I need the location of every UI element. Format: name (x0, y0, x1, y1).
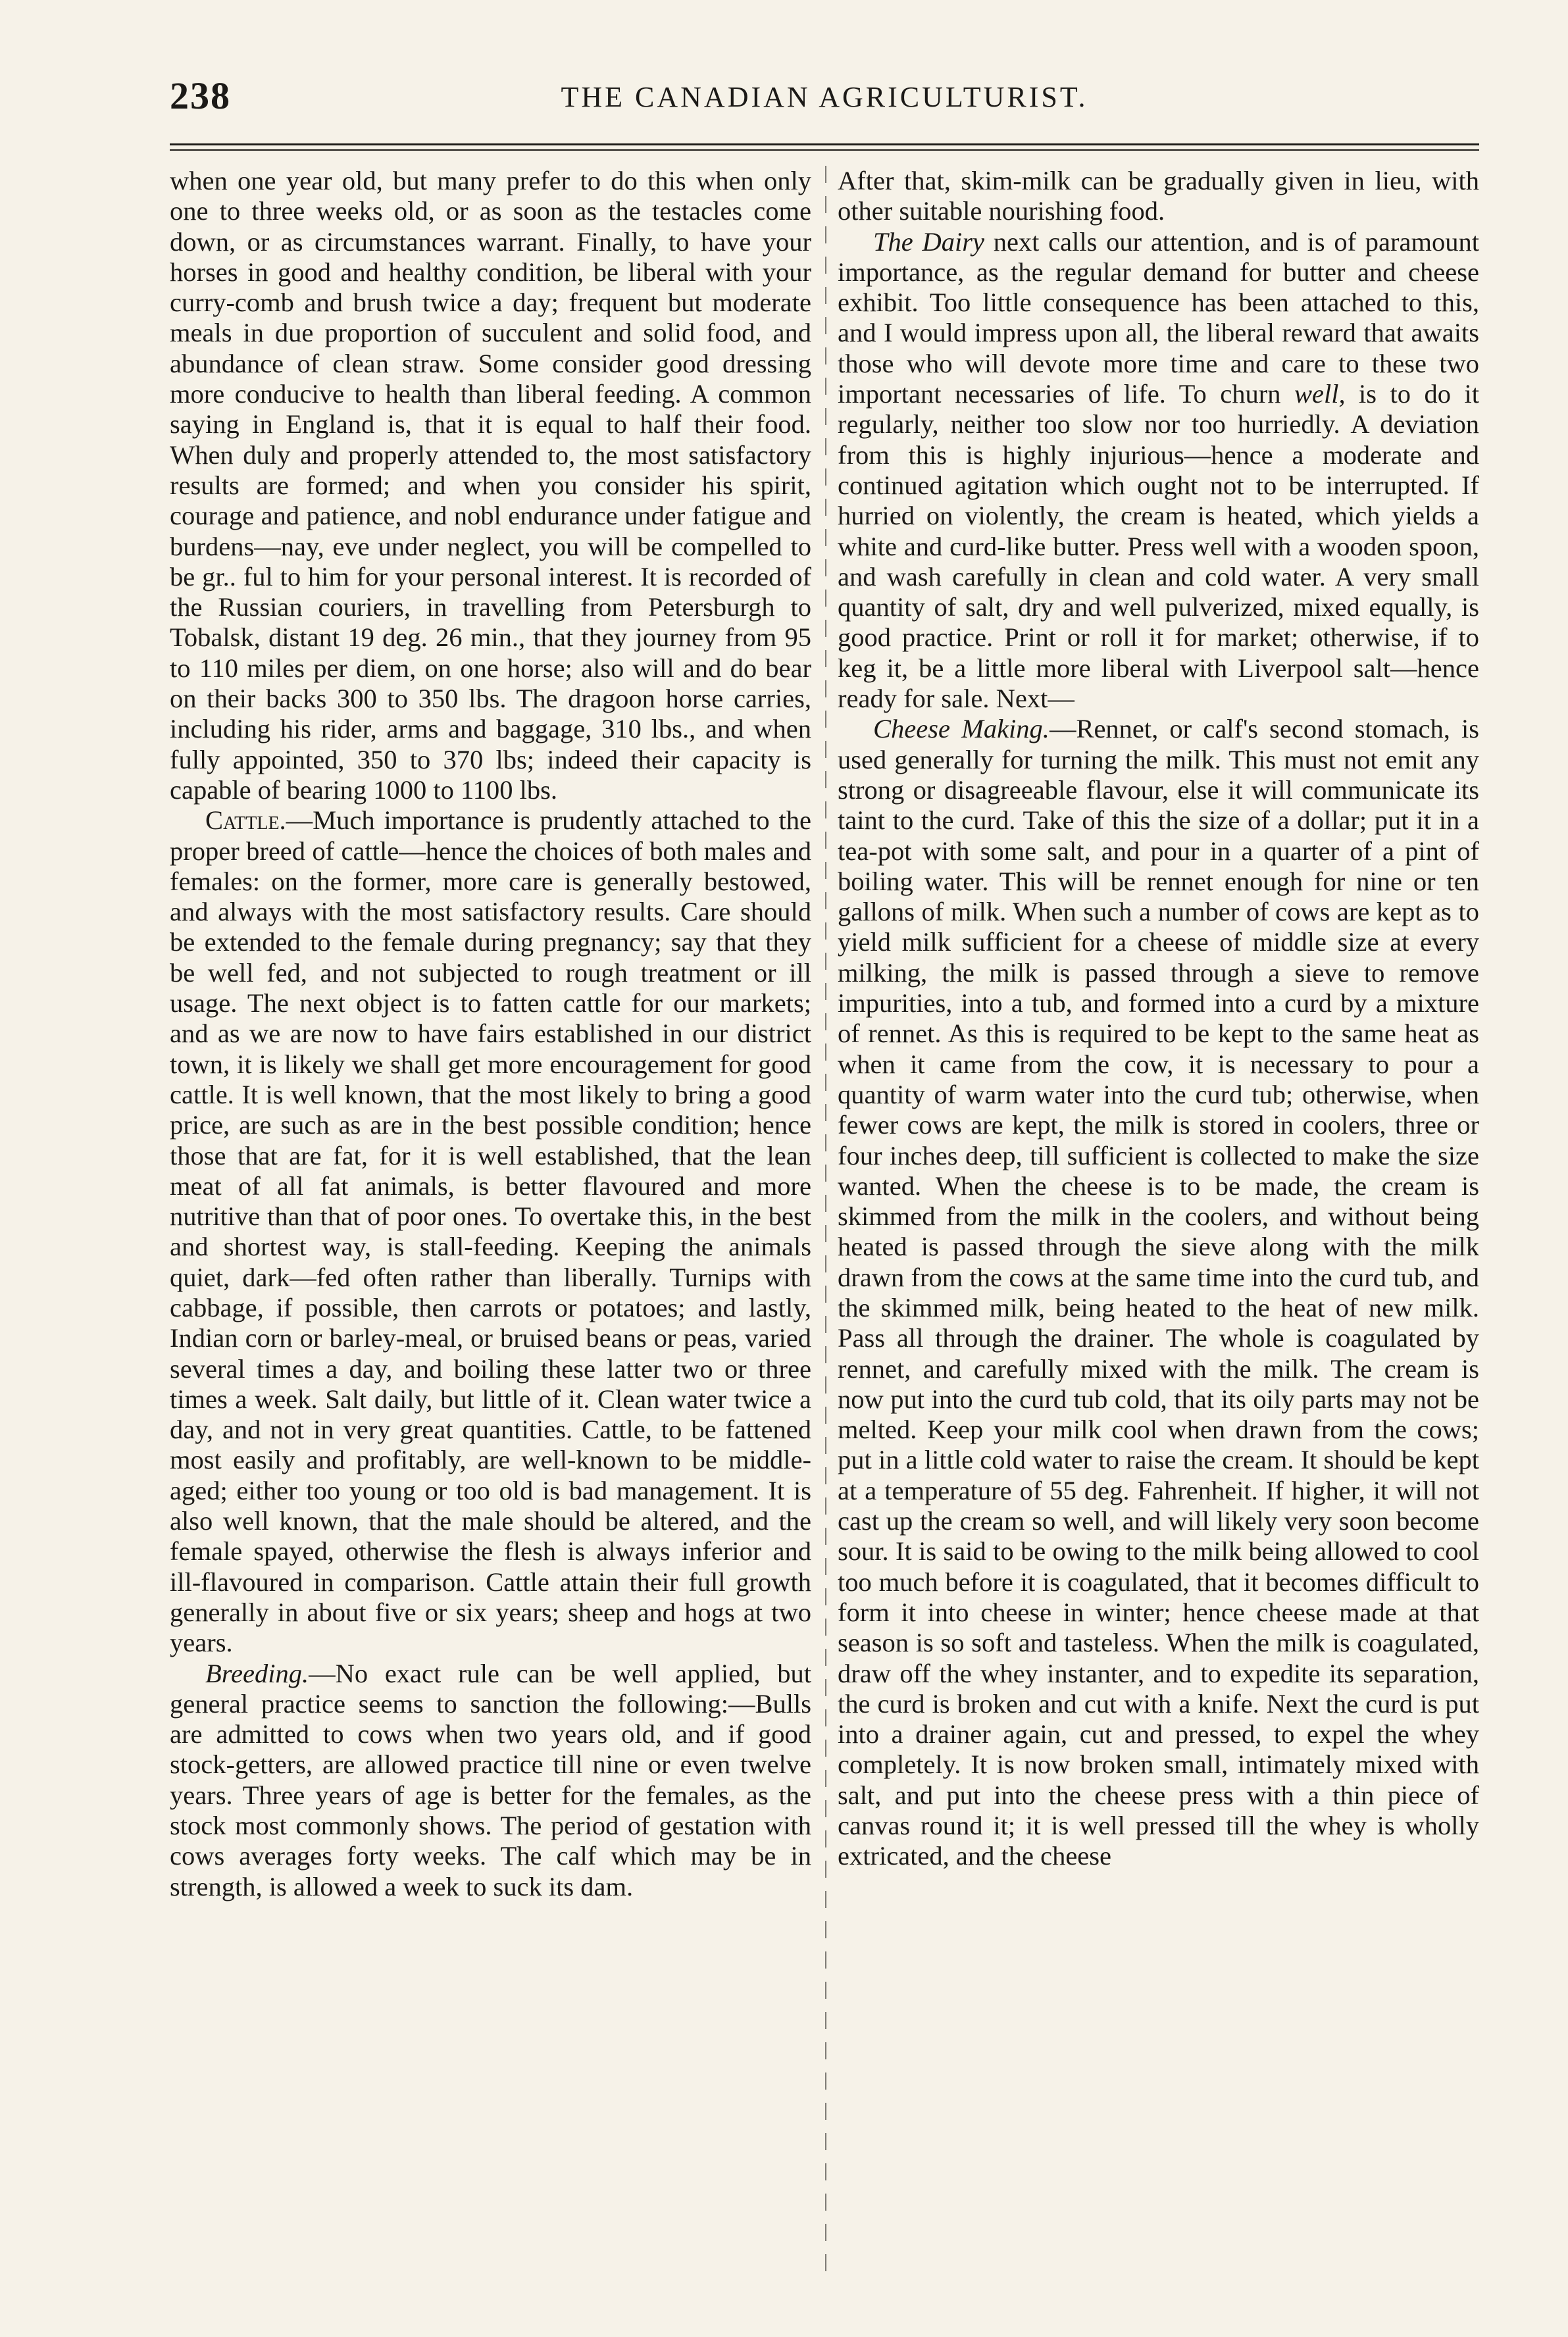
running-title: THE CANADIAN AGRICULTURIST. (561, 81, 1088, 113)
header-rule-thin (170, 149, 1479, 151)
calf-paragraph: After that, skim-milk can be gradually given in lieu, with other suitable nourishing food. (838, 166, 1479, 226)
dairy-heading: The Dairy (873, 226, 984, 257)
horses-paragraph: when one year old, but many prefer to do this when only one to three weeks old, or as soon as the testacles come down, or as circumstances warrant. Finally, to have your horses in good and healthy condition, be liberal with your curry-comb and brush twice a day; frequent but moderate meals in due proportion of succulent and solid food, and abundance of clean straw. Some consider good dressing more conducive to health than liberal feeding. A common saying in England is, that it is equal to half their food. When duly and properly attended to, the most satisfactory results are formed; and when you consider his spirit, courage and patience, and nobl endurance under fatigue and burdens—nay, eve under neglect, you will be compelled to be gr.. ful to him for your personal interest. It is recorded of the Russian couriers, in travelling from Petersburgh to Tobalsk, distant 19 deg. 26 min., that they journey from 95 to 110 miles per diem, on one horse; also will and do bear on their backs 300 to 350 lbs. The dragoon horse carries, including his rider, arms and baggage, 310 lbs., and when fully appointed, 350 to 370 lbs; indeed their capacity is capable of bearing 1000 to 1100 lbs. (170, 166, 811, 805)
right-column (838, 166, 1479, 2258)
dairy-text-2: is to do it regularly, neither too slow nor too hurriedly. A deviation from this is highly injurious—hence a moderate and continued agitation which ought not to be interrupted. If hurried on violently, the cream is heated, which yields a white and curd-like butter. Press well with a wooden spoon, and wash carefully in clean and cold water. A very small quantity of salt, dry and well pulverized, mixed equally, is good practice. Print or roll it for market; otherwise, if to keg it, be a little more liberal with Liverpool salt—hence ready for sale. Next— (838, 379, 1479, 714)
cattle-heading: Cattle. (205, 805, 286, 836)
cheese-paragraph (838, 714, 1479, 1871)
left-column (170, 166, 811, 2258)
header-rule (170, 143, 1479, 145)
dairy-paragraph (838, 227, 1479, 715)
breeding-text: —No exact rule can be well applied, but general practice seems to sanction the following:—Bulls are admitted to cows when two years old, and if good stock-getters, are allowed practice till nine or even twelve years. Three years of age is better for the females, as the stock most commonly shows. The period of gestation with cows averages forty weeks. The calf which may be in strength, is allowed a week to suck its dam. (170, 1658, 811, 1901)
cattle-text: —Much importance is prudently attached to the proper breed of cattle—hence the choices of both males and females: on the former, more care is generally bestowed, and always with the most satisfactory results. Care should be extended to the female during pregnancy; say that they be well fed, and not subjected to rough treatment or ill usage. The next object is to fatten cattle for our markets; and as we are now to have fairs established in our district town, it is likely we shall get more encouragement for good cattle. It is well known, that the most likely to bring a good price, are such as are in the best possible condition; hence those that are fat, for it is well established, that the lean meat of all fat animals, is better flavoured and more nutritive than that of poor ones. To overtake this, in the best and shortest way, is stall-feeding. Keeping the animals quiet, dark—fed often rather than liberally. Turnips with cabbage, if possible, then carrots or potatoes; and lastly, Indian corn or barley-meal, or bruised beans or peas, varied several times a day, and boiling these latter two or three times a week. Salt daily, but little of it. Clean water twice a day, and not in very great quantities. Cattle, to be fattened most easily and profitably, are well-known to be middle-aged; either too young or too old is bad management. It is also well known, that the male should be altered, and the female spayed, otherwise the flesh is always inferior and ill-flavoured in comparison. Cattle attain their full growth generally in about five or six years; sheep and hogs at two years. (170, 805, 811, 1658)
cheese-heading: Cheese Making. (873, 714, 1050, 744)
breeding-heading: Breeding. (205, 1658, 309, 1688)
column-divider (825, 166, 826, 2271)
breeding-paragraph (170, 1659, 811, 1902)
dairy-text-1: next calls our attention, and is of paramount importance, as the regular demand for butter and cheese exhibit. Too little consequence has been attached to this, and I would impress upon all, the liberal reward that awaits those who will devote more time and care to these two important necessaries of life. To churn (838, 226, 1479, 409)
page-header (170, 74, 1479, 126)
page-number: 238 (170, 74, 231, 117)
cattle-paragraph (170, 805, 811, 1658)
cheese-text: —Rennet, or calf's second stomach, is used generally for turning the milk. This must not emit any strong or disagreeable flavour, else it will communicate its taint to the curd. Take of this the size of a dollar; put it in a tea-pot with some salt, and pour in a quarter of a pint of boiling water. This will be rennet enough for nine or ten gallons of milk. When such a number of cows are kept as to yield milk sufficient for a cheese of middle size at every milking, the milk is passed through a sieve to remove impurities, into a tub, and formed into a curd by a mixture of rennet. As this is required to be kept to the same heat as when it came from the cow, it is necessary to pour a quantity of warm water into the curd tub; otherwise, when fewer cows are kept, the milk is stored in coolers, three or four inches deep, till sufficient is collected to make the size wanted. When the cheese is to be made, the cream is skimmed from the milk in the coolers, and without being heated is passed through the sieve along with the milk drawn from the cows at the same time into the curd tub, and the skimmed milk, being heated to the heat of new milk. Pass all through the drainer. The whole is coagulated by rennet, and carefully mixed with the milk. The cream is now put into the curd tub cold, that its oily parts may not be melted. Keep your milk cool when drawn from the cows; put in a little cold water to raise the cream. It should be kept at a temperature of 55 deg. Fahrenheit. If higher, it will not cast up the cream so well, and will likely very soon become sour. It is said to be owing to the milk being allowed to cool too much before it is coagulated, that it becomes difficult to form it into cheese in winter; hence cheese made at that season is so soft and tasteless. When the milk is coagulated, draw off the whey instanter, and to expedite its separation, the curd is broken and cut with a knife. Next the curd is put into a drainer again, cut and pressed, to expel the whey completely. It is now broken small, intimately mixed with salt, and put into the cheese press with a thin piece of canvas round it; it is well pressed till the whey is wholly extricated, and the cheese (838, 714, 1479, 1871)
dairy-emphasis: well, (1294, 379, 1346, 409)
